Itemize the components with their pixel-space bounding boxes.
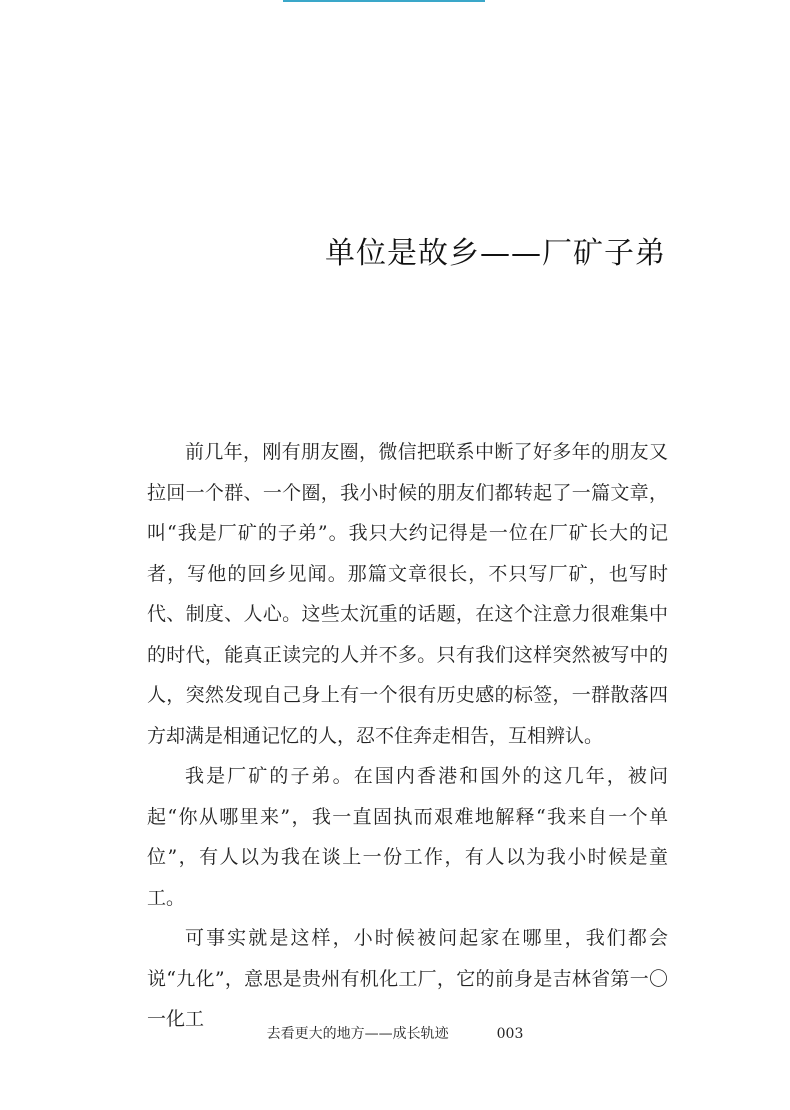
footer-book-title: 去看更大的地方——成长轨迹 (266, 1026, 449, 1042)
paragraph-1: 前几年，刚有朋友圈，微信把联系中断了好多年的朋友又拉回一个群、一个圈，我小时候的朋友们都转起了一篇文章，叫“我是厂矿的子弟”。我只大约记得是一位在厂矿长大的记者，写他的回乡见闻。那篇文章很长，不只写厂矿，也写时代、制度、人心。这些太沉重的话题，在这个注意力很难集中的时代，能真正读完的人并不多。只有我们这样突然被写中的人，突然发现自己身上有一个很有历史感的标签，一群散落四方却满是相通记忆的人，忍不住奔走相告，互相辨认。 (147, 441, 668, 747)
paragraph-2: 我是厂矿的子弟。在国内香港和国外的这几年，被问起“你从哪里来”，我一直固执而艰难地解释“我来自一个单位”，有人以为我在谈上一份工作，有人以为我小时候是童工。 (147, 765, 668, 909)
body-text (147, 432, 668, 1040)
top-accent-bar (283, 0, 485, 2)
page-footer (0, 1023, 790, 1043)
page-number: 003 (496, 1026, 524, 1042)
chapter-title: 单位是故乡——厂矿子弟 (325, 236, 666, 271)
paragraph-3: 可事实就是这样，小时候被问起家在哪里，我们都会说“九化”，意思是贵州有机化工厂，它的前身是吉林省第一〇一化工 (147, 927, 668, 1030)
